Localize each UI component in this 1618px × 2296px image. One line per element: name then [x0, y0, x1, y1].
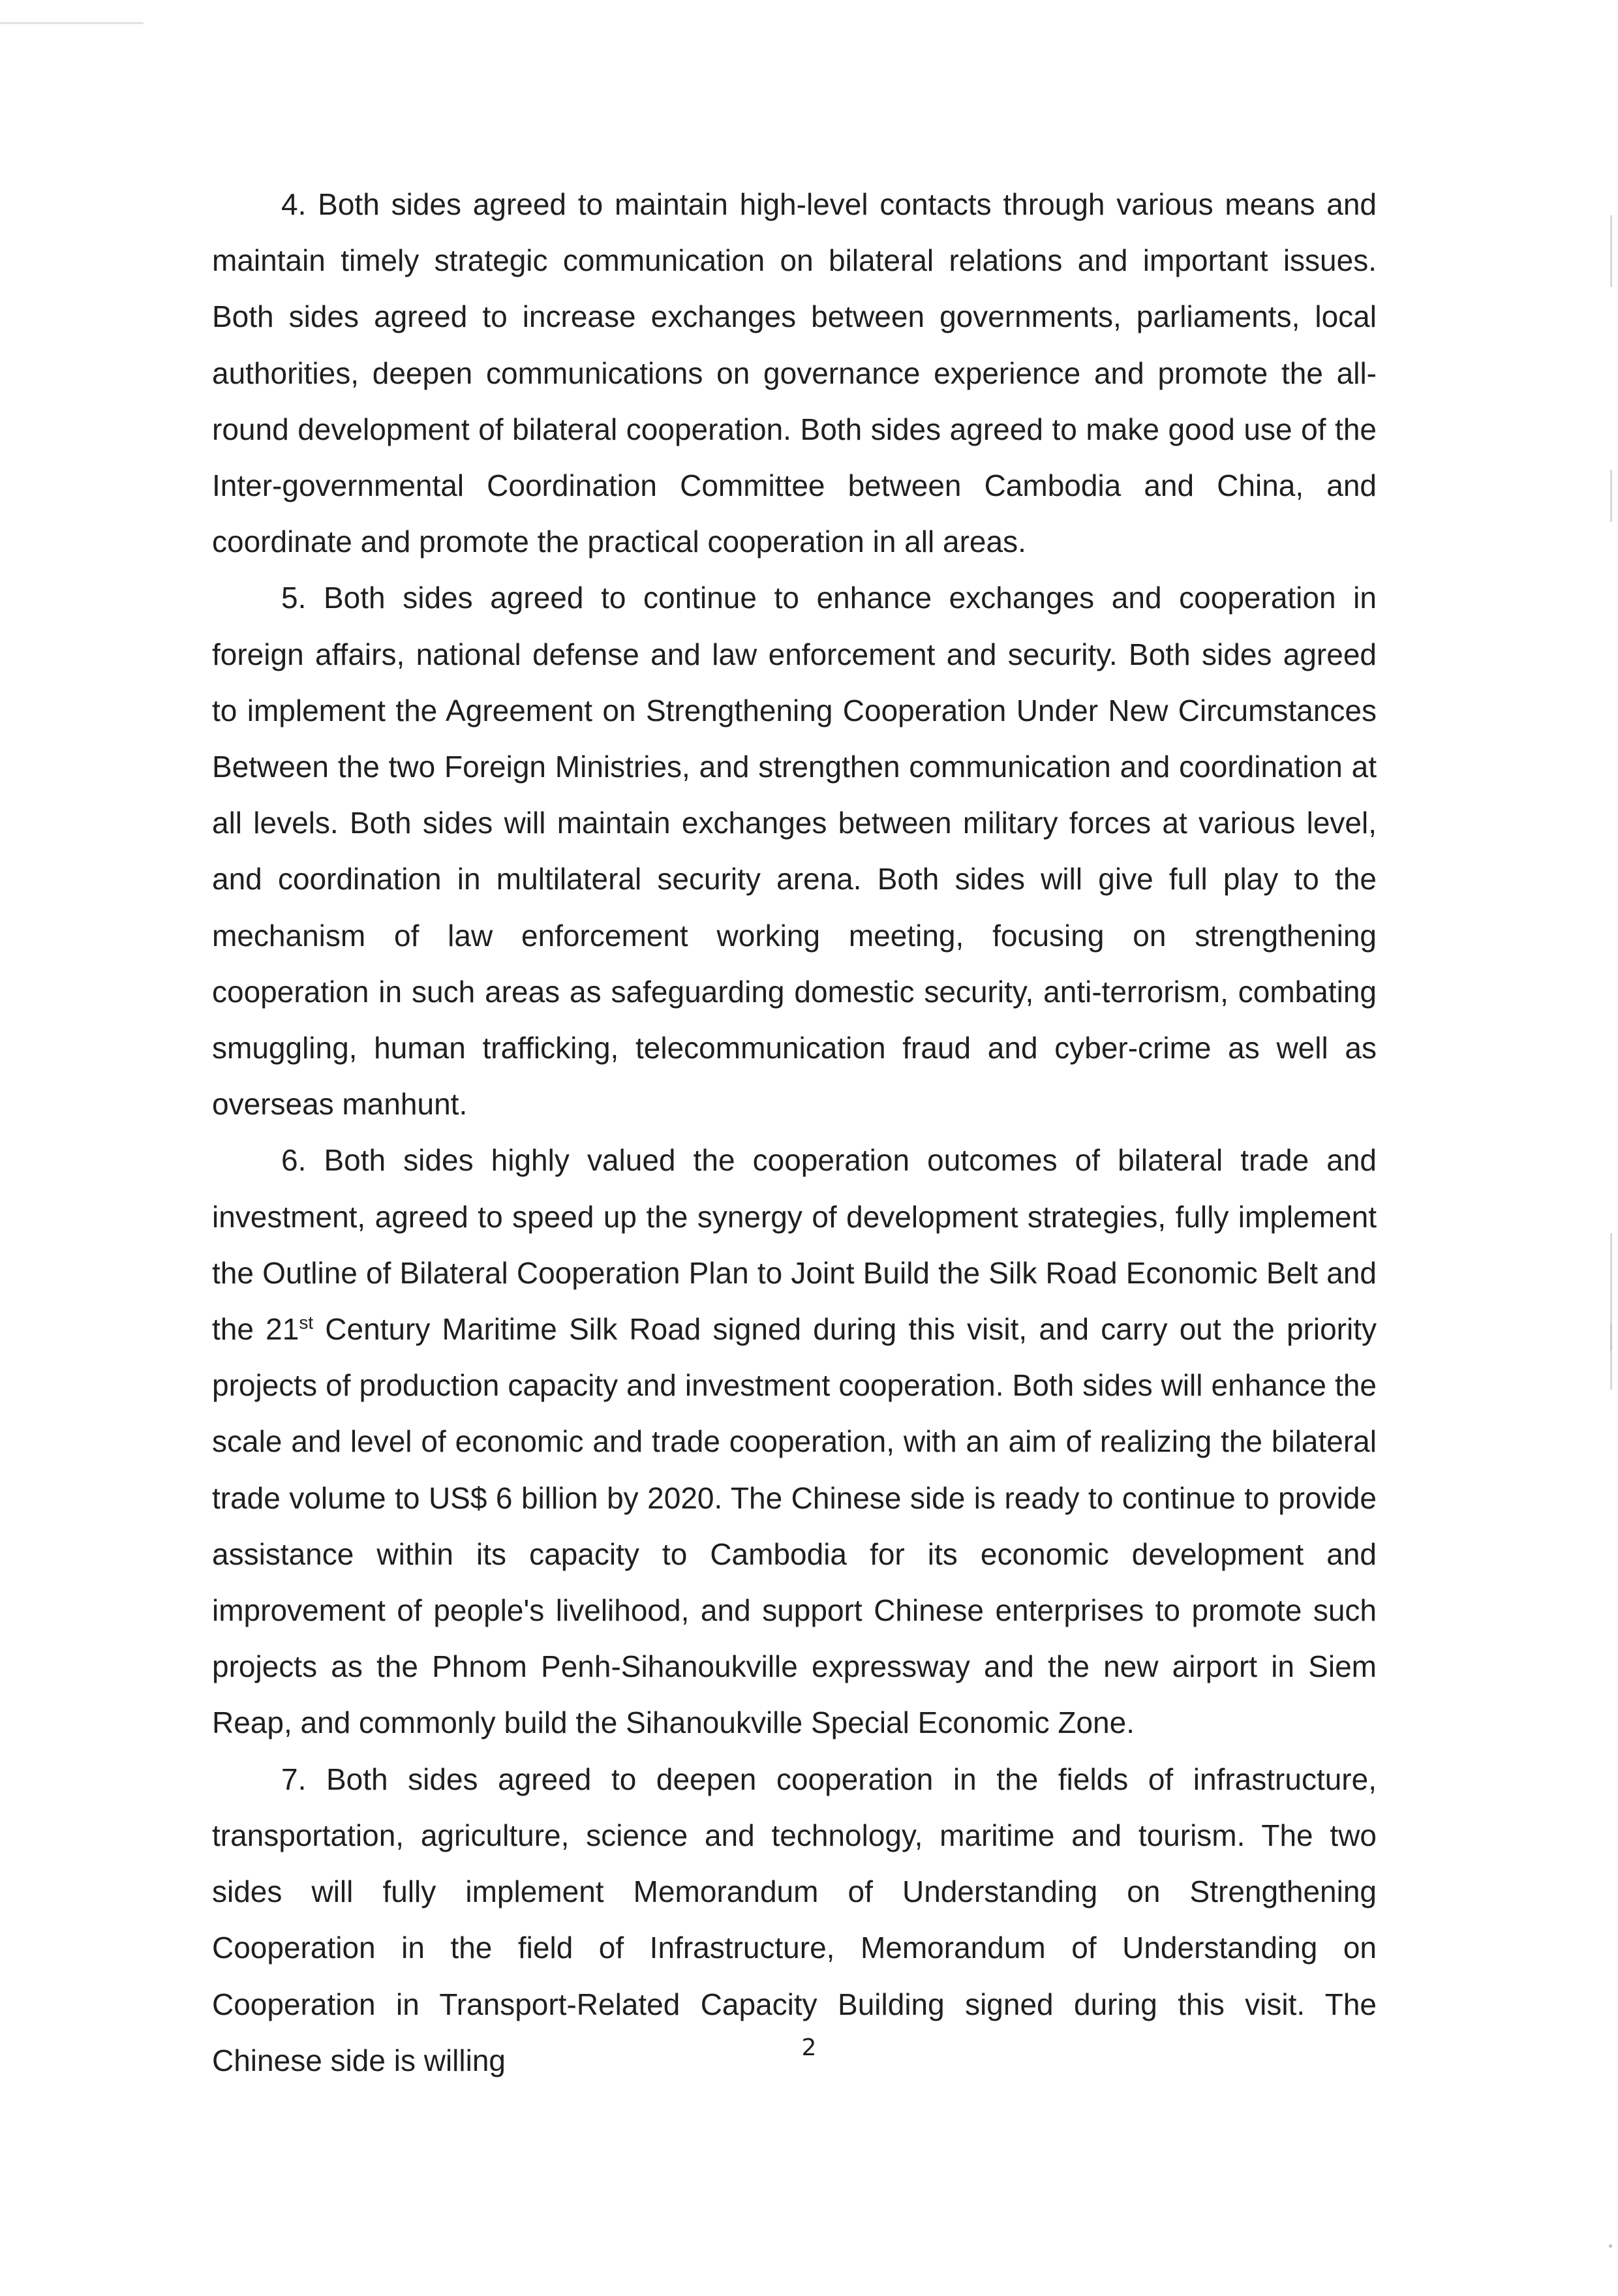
paragraph-6-text-start: 6. Both sides highly valued the cooperation outcomes of bilateral trade and investment, agreed to speed up the synergy of development strategies, fully implement the Outline of Bilateral Cooperation Plan to Joint Build the Silk Road Economic Belt and the 21	[212, 1143, 1377, 1347]
scan-artifact-line	[1610, 1324, 1612, 1351]
paragraph-4: 4. Both sides agreed to maintain high-level contacts through various means and maintain timely strategic communication on bilateral relations and important issues. Both sides agreed to increase exchanges between governments, parliaments, local authorities, deepen communications on governance experience and promote the all-round development of bilateral cooperation. Both sides agreed to make good use of the Inter-governmental Coordination Committee between Cambodia and China, and coordinate and promote the practical cooperation in all areas.	[212, 187, 1377, 559]
scan-artifact-line	[0, 22, 144, 24]
paragraph-7: 7. Both sides agreed to deepen cooperation in the fields of infrastructure, transportation, agriculture, science and technology, maritime and tourism. The two sides will fully implement Memorandum of Understanding on Strengthening Cooperation in the field of Infrastructure, Memorandum of Understanding on Cooperation in Transport-Related Capacity Building signed during this visit. The Chinese side is willing	[212, 1762, 1377, 2077]
paragraph-5: 5. Both sides agreed to continue to enhance exchanges and cooperation in foreign affairs, national defense and law enforcement and security. Both sides agreed to implement the Agreement on Strengthening Cooperation Under New Circumstances Between the two Foreign Ministries, and strengthen communication and coordination at all levels. Both sides will maintain exchanges between military forces at various level, and coordination in multilateral security arena. Both sides will give full play to the mechanism of law enforcement working meeting, focusing on strengthening cooperation in such areas as safeguarding domestic security, anti-terrorism, combating smuggling, human trafficking, telecommunication fraud and cyber-crime as well as overseas manhunt.	[212, 581, 1377, 1122]
scan-artifact-line	[1610, 215, 1612, 287]
paragraph-6	[212, 1132, 1377, 1751]
document-body	[212, 176, 1377, 2089]
scan-artifact-dot	[1609, 2244, 1612, 2248]
page-number: 2	[801, 2034, 817, 2061]
scan-artifact-line	[1610, 1233, 1612, 1390]
paragraph-6-text-end: Century Maritime Silk Road signed during this visit, and carry out the priority projects of production capacity and investment cooperation. Both sides will enhance the scale and level of economic and trade cooperation, with an aim of realizing the bilateral trade volume to US$ 6 billion by 2020. The Chinese side is ready to continue to provide assistance within its capacity to Cambodia for its economic development and improvement of people's livelihood, and support Chinese enterprises to promote such projects as the Phnom Penh-Sihanoukville expressway and the new airport in Siem Reap, and commonly build the Sihanoukville Special Economic Zone.	[212, 1312, 1377, 1740]
ordinal-superscript: st	[299, 1312, 314, 1333]
scan-artifact-line	[1610, 470, 1612, 522]
